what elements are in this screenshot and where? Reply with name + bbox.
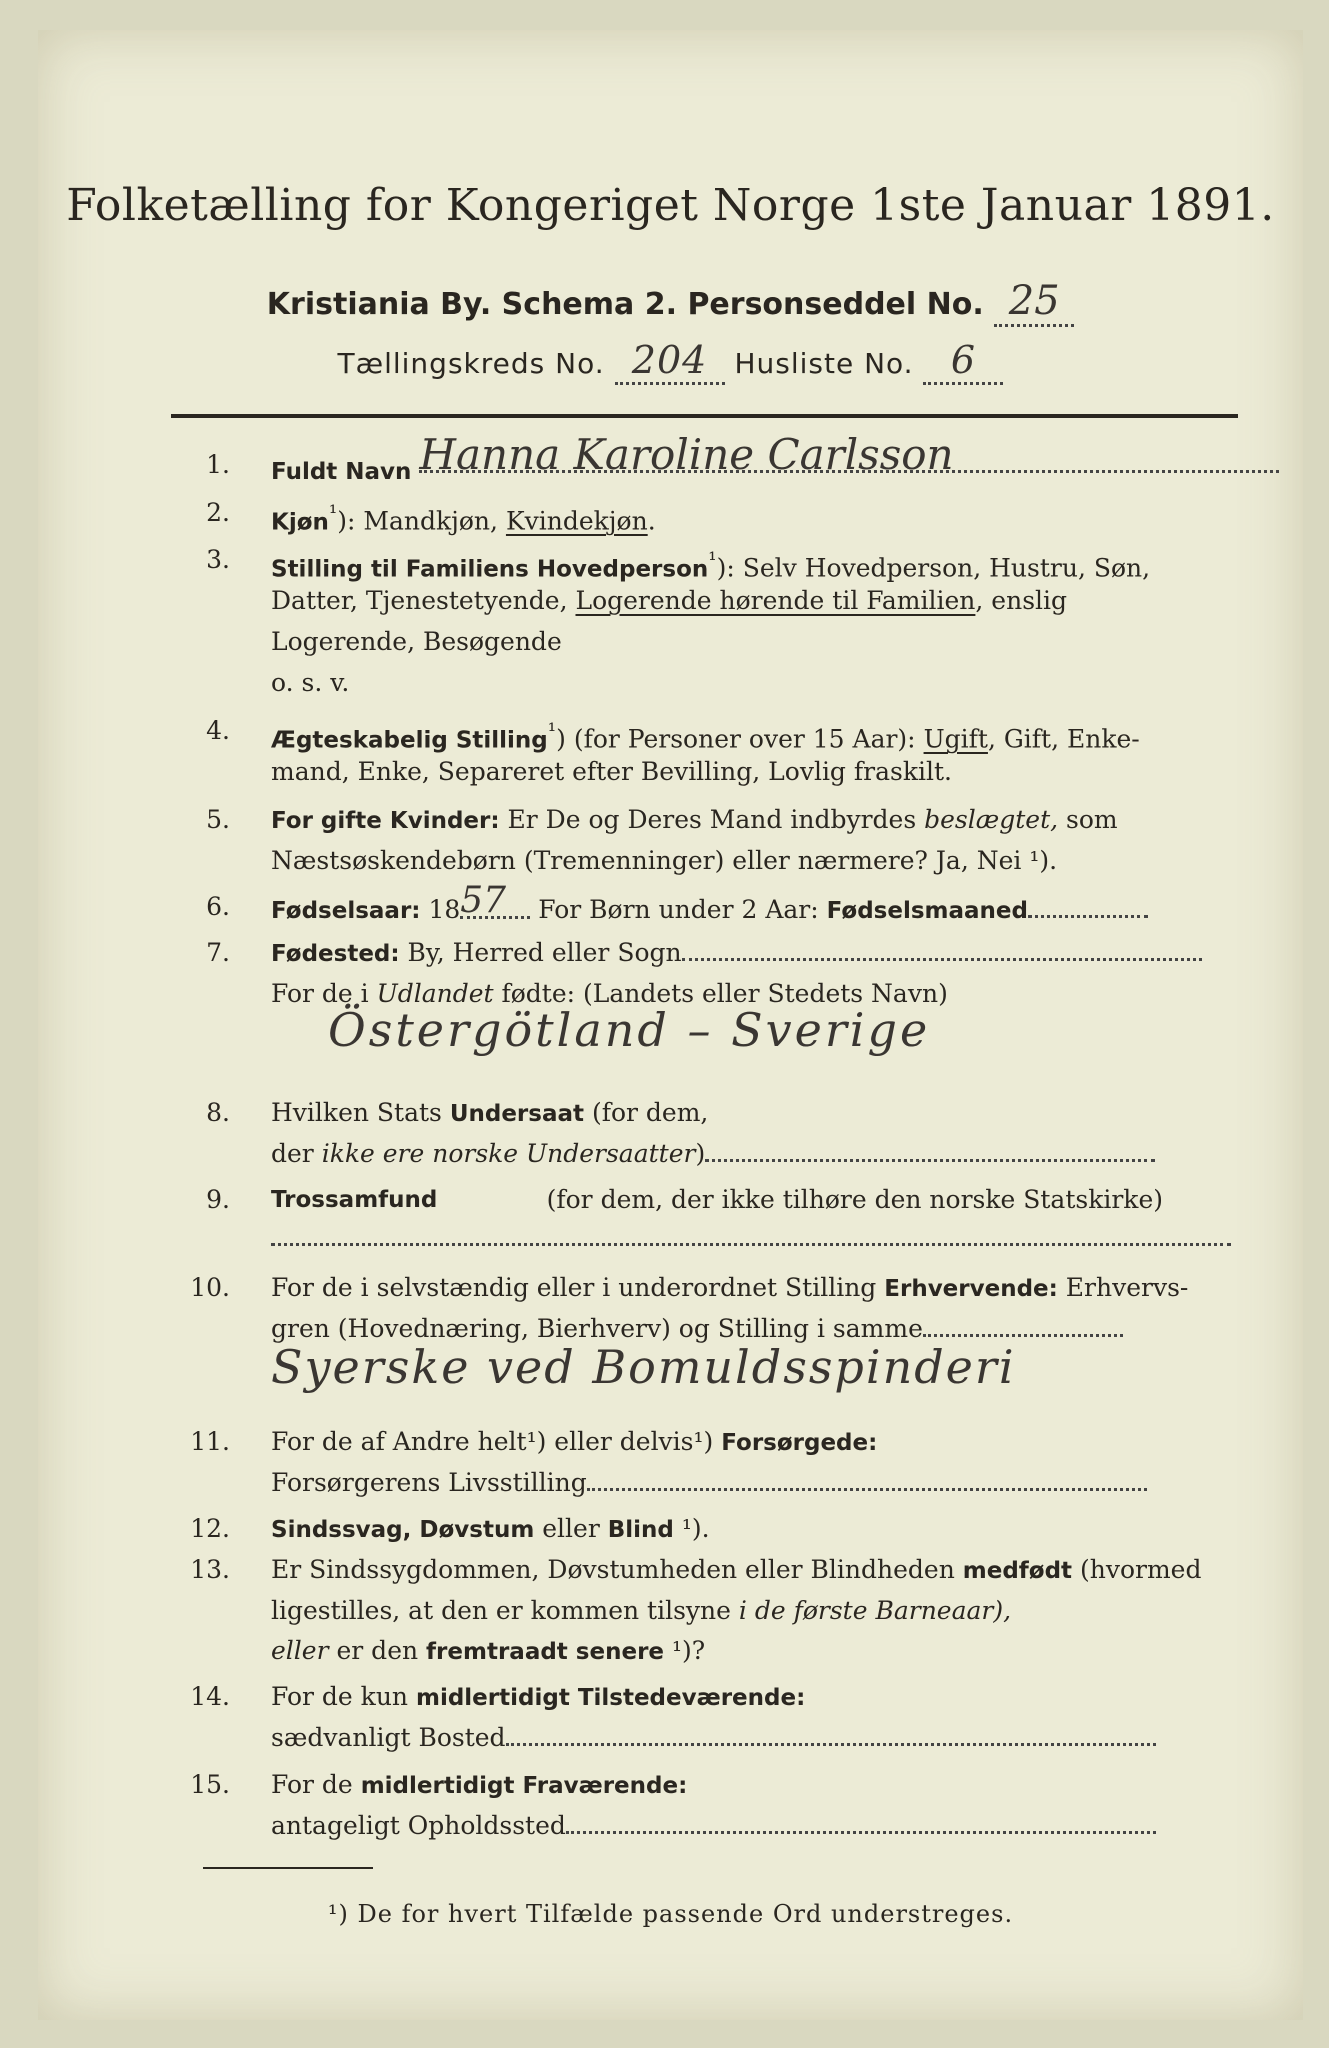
abroad-note: For de i — [271, 979, 377, 1008]
abroad-term: Udlandet — [376, 979, 494, 1008]
item-5-line1 — [271, 805, 1163, 836]
temporary-present-question: For de kun — [271, 1682, 416, 1711]
schema-line: Kristiania By. Schema 2. Personseddel No. — [266, 287, 984, 322]
item-12-text — [271, 1514, 1163, 1545]
occupation-question-3: gren (Hovednæring, Bierhverv) og Stilling i samme — [271, 1314, 923, 1343]
occupation-field — [923, 1334, 1123, 1337]
citizenship-field — [705, 1159, 1155, 1162]
item-number: 7. — [206, 938, 230, 967]
provider-occupation-label: Forsørgerens Livsstilling — [271, 1468, 587, 1497]
personseddel-number: 25 — [994, 278, 1074, 327]
religion-field — [271, 1243, 1231, 1246]
sex-selected: Kvindekjøn — [505, 506, 648, 536]
family-position-options-4: Logerende, Besøgende — [271, 627, 562, 656]
item-number: 13. — [190, 1555, 230, 1584]
supported-question: For de af Andre helt¹) eller delvis¹) — [271, 1427, 722, 1456]
footnote-mark: ¹). — [673, 1514, 710, 1543]
congenital-label: medfødt — [962, 1558, 1073, 1584]
birth-month-label: Fødselsmaaned — [826, 898, 1028, 924]
later-question: er den — [328, 1636, 427, 1665]
birth-month-note: For Børn under 2 Aar: — [538, 895, 827, 924]
form-title: Folketælling for Kongeriget Norge 1ste Januar 1891. — [66, 180, 1275, 231]
item-10-value-wrap — [271, 1340, 1163, 1394]
presumed-residence-label: antageligt Opholdssted — [271, 1811, 566, 1840]
item-3-line1 — [271, 545, 1163, 584]
item-15-line2-text — [271, 1811, 1163, 1841]
item-10-line1 — [271, 1273, 1189, 1304]
item-number: 8. — [206, 1098, 230, 1127]
provider-occupation-field — [587, 1488, 1147, 1491]
birth-year-value: 57 — [460, 886, 530, 919]
marital-status-options: , Gift, Enke- — [987, 724, 1140, 754]
citizenship-note-italic: ikke ere norske Undersaatter — [321, 1139, 696, 1168]
birth-year-label: Fødselsaar: — [271, 898, 421, 924]
footnote-mark: ¹)? — [664, 1636, 706, 1665]
item-2-text — [271, 498, 1163, 537]
congenital-question-2: (hvormed — [1072, 1555, 1202, 1584]
item-number: 9. — [206, 1185, 230, 1214]
punctuation: ) — [695, 1139, 706, 1168]
occupation-label: Erhvervende: — [884, 1276, 1058, 1302]
family-position-options: ): Selv Hovedperson, Hustru, Søn, — [716, 553, 1151, 583]
item-number: 5. — [206, 805, 230, 834]
taellingskreds-number: 204 — [615, 338, 725, 385]
form-subtitle — [38, 278, 1303, 327]
abroad-note-2: fødte: (Landets eller Stedets Navn) — [493, 979, 948, 1008]
footnote-mark: ¹ — [328, 501, 338, 525]
temporary-present-label: midlertidigt Tilstedeværende: — [415, 1685, 806, 1711]
usual-residence-field — [506, 1743, 1156, 1746]
usual-residence-label: sædvanligt Bosted — [271, 1723, 506, 1752]
item-4-line1 — [271, 716, 1163, 755]
religion-label: Trossamfund — [271, 1187, 438, 1213]
husliste-label: Husliste No. — [734, 347, 914, 380]
citizenship-question: Hvilken Stats — [271, 1098, 450, 1127]
item-13-line1 — [271, 1555, 1202, 1586]
item-number: 10. — [190, 1273, 230, 1302]
birthplace-options: By, Herred eller Sogn — [399, 938, 682, 967]
religion-note: (for dem, der ikke tilhøre den norske Statskirke) — [546, 1185, 1163, 1214]
birthplace-field — [682, 958, 1202, 961]
religion-field-wrap — [271, 1223, 1163, 1253]
temporary-absent-question: For de — [271, 1770, 361, 1799]
census-form-sheet — [38, 30, 1303, 2020]
family-position-options-3: , enslig — [975, 586, 1068, 615]
item-number: 2. — [206, 498, 230, 527]
family-position-etc: o. s. v. — [271, 668, 350, 697]
item-number: 14. — [190, 1682, 230, 1711]
kinship-term: beslægtet, — [924, 805, 1059, 834]
full-name-label: Fuldt Navn — [271, 459, 412, 485]
kinship-question-2: som — [1058, 805, 1118, 834]
item-3-line2-text — [271, 586, 1163, 616]
family-position-label: Stilling til Familiens Hovedperson — [271, 556, 709, 583]
footnote: ¹) De for hvert Tilfælde passende Ord understreges. — [327, 1900, 1014, 1928]
taellingskreds-label: Tællingskreds No. — [337, 347, 605, 380]
kinship-question: Er De og Deres Mand indbyrdes — [499, 805, 925, 834]
item-number: 11. — [190, 1427, 230, 1456]
item-15-line1 — [271, 1770, 1163, 1801]
occupation-question: For de i selvstændig eller i underordnet Stilling — [271, 1273, 885, 1302]
item-13-line2-text — [271, 1596, 1163, 1626]
item-6-text — [271, 880, 1163, 926]
childhood-term: i de første Barneaar), — [738, 1596, 1012, 1625]
citizenship-note: der — [271, 1139, 322, 1168]
item-13-line3-text — [271, 1636, 1163, 1667]
congenital-question-3: ligestilles, at den er kommen tilsyne — [271, 1596, 739, 1625]
item-14-line2-text — [271, 1723, 1163, 1753]
item-1-text — [271, 430, 1163, 487]
birth-month-field — [1028, 915, 1148, 918]
district-line — [38, 338, 1303, 385]
item-number: 4. — [206, 716, 230, 745]
birthplace-value: Östergötland – Sverige — [328, 1003, 931, 1057]
marital-status-note: ) (for Personer over 15 Aar): — [556, 724, 924, 754]
birthplace-label: Fødested: — [271, 941, 400, 967]
temporary-absent-label: midlertidigt Fraværende: — [360, 1773, 688, 1799]
item-9-text — [271, 1185, 1163, 1215]
sex-options: ): Mandkjøn, — [337, 506, 506, 536]
marital-status-label: Ægteskabelig Stilling — [271, 727, 548, 754]
item-11-line2-text — [271, 1468, 1163, 1498]
marital-status-selected: Ugift — [923, 724, 988, 754]
married-women-label: For gifte Kvinder: — [271, 808, 500, 834]
footnote-mark: ¹ — [708, 548, 717, 572]
supported-label: Forsørgede: — [721, 1430, 878, 1456]
congenital-question: Er Sindssygdommen, Døvstumheden eller Blindheden — [271, 1555, 963, 1584]
family-position-options-2: Datter, Tjenestetyende, — [271, 586, 576, 615]
occupation-question-2: Erhvervs- — [1057, 1273, 1189, 1302]
item-number: 15. — [190, 1770, 230, 1799]
full-name-value: Hanna Karoline Carlsson — [419, 440, 1279, 473]
footnote-rule — [203, 1867, 373, 1869]
or-term: eller — [271, 1636, 329, 1665]
husliste-number: 6 — [923, 338, 1003, 385]
header-rule — [171, 414, 1238, 418]
disability-label: Sindssvag, Døvstum — [271, 1517, 535, 1543]
item-14-line1 — [271, 1682, 1163, 1713]
sex-label: Kjøn — [271, 509, 329, 536]
item-8-line2-text — [271, 1139, 1163, 1169]
item-number: 3. — [206, 545, 230, 574]
presumed-residence-field — [566, 1831, 1156, 1834]
citizenship-label: Undersaat — [449, 1101, 584, 1127]
item-11-line1 — [271, 1427, 1163, 1458]
punctuation: . — [647, 506, 656, 536]
marital-status-options-2: mand, Enke, Separeret efter Bevilling, Lovlig fraskilt. — [271, 757, 952, 786]
item-number: 6. — [206, 892, 230, 921]
item-number: 1. — [206, 450, 230, 479]
occupation-value: Syerske ved Bomuldsspinderi — [271, 1340, 1016, 1394]
item-8-line1 — [271, 1098, 1163, 1129]
item-7-line1 — [271, 938, 1163, 969]
family-position-selected: Logerende hørende til Familien — [575, 586, 976, 615]
disability-connector: eller — [534, 1514, 608, 1543]
blind-label: Blind — [607, 1517, 674, 1543]
citizenship-question-2: (for dem, — [584, 1098, 709, 1127]
footnote-mark: ¹ — [547, 719, 557, 743]
later-label: fremtraadt senere — [426, 1639, 665, 1665]
birth-year-prefix: 18 — [428, 895, 461, 924]
item-number: 12. — [190, 1514, 230, 1543]
item-7-value-wrap — [328, 1003, 1163, 1057]
kinship-question-3: Næstsøskendebørn (Tremenninger) eller nærmere? Ja, Nei ¹). — [271, 846, 1058, 875]
